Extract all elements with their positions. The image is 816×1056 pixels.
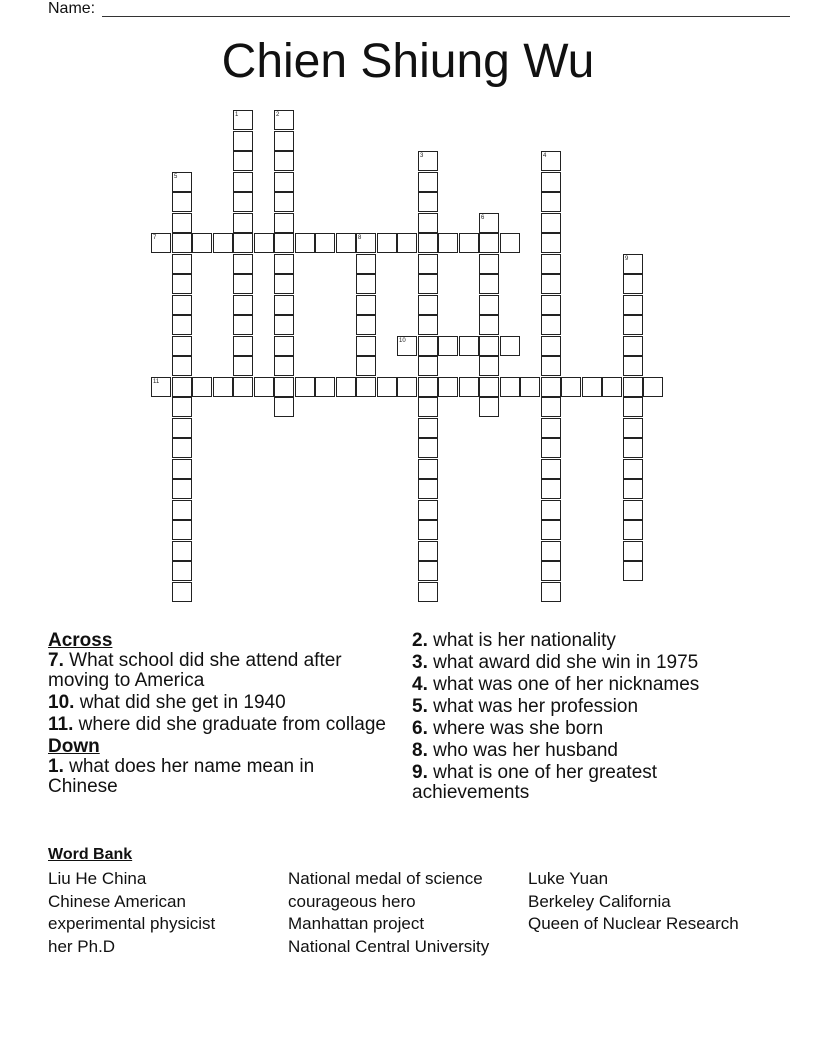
crossword-cell[interactable] — [233, 233, 253, 253]
crossword-cell[interactable] — [623, 459, 643, 479]
crossword-cell[interactable] — [459, 233, 479, 253]
crossword-cell[interactable] — [213, 377, 233, 397]
crossword-cell[interactable] — [274, 295, 294, 315]
crossword-cell[interactable] — [479, 254, 499, 274]
crossword-cell[interactable] — [172, 438, 192, 458]
crossword-cell[interactable] — [356, 254, 376, 274]
clue-item — [48, 651, 388, 691]
clue-item — [412, 741, 752, 761]
crossword-cell[interactable] — [377, 377, 397, 397]
crossword-cell[interactable] — [172, 582, 192, 602]
word-bank-item: Manhattan project — [288, 914, 425, 934]
crossword-cell[interactable] — [418, 274, 438, 294]
clue-item-text: what is her nationality — [427, 630, 616, 651]
clue-item — [412, 675, 752, 695]
clue-item — [48, 715, 388, 735]
crossword-cell[interactable] — [418, 336, 438, 356]
clue-number: 9 — [625, 256, 629, 262]
clue-number: 5 — [174, 174, 178, 180]
crossword-cell[interactable] — [623, 520, 643, 540]
clue-number: 1 — [235, 112, 239, 118]
crossword-cell[interactable] — [541, 479, 561, 499]
crossword-cell[interactable] — [418, 254, 438, 274]
clue-item-number: 2. — [412, 630, 428, 651]
word-bank-col-1 — [48, 868, 215, 959]
crossword-cell[interactable] — [274, 336, 294, 356]
crossword-cell[interactable] — [172, 192, 192, 212]
crossword-cell[interactable] — [418, 541, 438, 561]
crossword-cell[interactable] — [356, 356, 376, 376]
crossword-cell[interactable] — [418, 459, 438, 479]
crossword-cell[interactable] — [623, 541, 643, 561]
crossword-cell[interactable] — [233, 192, 253, 212]
crossword-cell[interactable] — [356, 274, 376, 294]
crossword-cell[interactable] — [582, 377, 602, 397]
crossword-cell[interactable] — [418, 418, 438, 438]
crossword-cell[interactable] — [151, 233, 171, 253]
crossword-cell[interactable] — [356, 336, 376, 356]
crossword-cell[interactable] — [274, 377, 294, 397]
crossword-cell[interactable] — [418, 500, 438, 520]
clue-item-number: 6. — [412, 718, 428, 739]
crossword-cell[interactable] — [479, 397, 499, 417]
crossword-cell[interactable] — [520, 377, 540, 397]
word-bank-item: National medal of science — [288, 869, 483, 888]
crossword-cell[interactable] — [295, 377, 315, 397]
crossword-cell[interactable] — [541, 336, 561, 356]
clue-item-number: 7. — [48, 650, 64, 671]
crossword-cell[interactable] — [172, 561, 192, 581]
crossword-cell[interactable] — [172, 213, 192, 233]
crossword-cell[interactable] — [418, 151, 438, 171]
crossword-cell[interactable] — [172, 479, 192, 499]
crossword-cell[interactable] — [274, 172, 294, 192]
clue-item-text: what was one of her nicknames — [427, 674, 700, 695]
name-label: Name: — [48, 0, 96, 17]
crossword-cell[interactable] — [541, 172, 561, 192]
clue-item — [412, 719, 752, 739]
clue-number: 3 — [420, 153, 424, 159]
crossword-cell[interactable] — [172, 274, 192, 294]
crossword-cell[interactable] — [233, 295, 253, 315]
word-bank-item: Berkeley California — [528, 891, 671, 911]
clue-item-text: who was her husband — [427, 740, 618, 761]
crossword-cell[interactable] — [295, 233, 315, 253]
crossword-cell[interactable] — [479, 295, 499, 315]
crossword-cell[interactable] — [500, 336, 520, 356]
crossword-cell[interactable] — [541, 582, 561, 602]
crossword-cell[interactable] — [541, 254, 561, 274]
crossword-cell[interactable] — [172, 172, 192, 192]
crossword-cell[interactable] — [541, 315, 561, 335]
crossword-cell[interactable] — [274, 151, 294, 171]
clue-item-text: where was she born — [427, 718, 604, 739]
crossword-cell[interactable] — [397, 377, 417, 397]
word-bank-item: her Ph.D — [48, 937, 116, 957]
crossword-cell[interactable] — [233, 151, 253, 171]
crossword-cell[interactable] — [233, 131, 253, 151]
crossword-cell[interactable] — [356, 315, 376, 335]
word-bank-item: Luke Yuan — [528, 869, 609, 888]
crossword-cell[interactable] — [213, 233, 233, 253]
crossword-cell[interactable] — [274, 315, 294, 335]
crossword-cell[interactable] — [274, 254, 294, 274]
crossword-cell[interactable] — [233, 110, 253, 130]
crossword-cell[interactable] — [254, 377, 274, 397]
crossword-cell[interactable] — [602, 377, 622, 397]
crossword-cell[interactable] — [418, 479, 438, 499]
crossword-cell[interactable] — [438, 377, 458, 397]
crossword-cell[interactable] — [233, 356, 253, 376]
crossword-cell[interactable] — [274, 192, 294, 212]
crossword-cell[interactable] — [172, 356, 192, 376]
crossword-cell[interactable] — [233, 172, 253, 192]
crossword-cell[interactable] — [233, 377, 253, 397]
crossword-cell[interactable] — [438, 336, 458, 356]
crossword-cell[interactable] — [336, 233, 356, 253]
clue-number: 6 — [481, 215, 485, 221]
crossword-cell[interactable] — [479, 377, 499, 397]
crossword-cell[interactable] — [418, 295, 438, 315]
crossword-cell[interactable] — [541, 459, 561, 479]
crossword-cell[interactable] — [192, 377, 212, 397]
crossword-cell[interactable] — [274, 110, 294, 130]
crossword-cell[interactable] — [541, 438, 561, 458]
crossword-cell[interactable] — [418, 438, 438, 458]
clue-item — [412, 631, 752, 651]
clue-item-text: What school did she attend after moving to America — [48, 650, 342, 691]
crossword-cell[interactable] — [397, 233, 417, 253]
clue-number: 4 — [543, 153, 547, 159]
crossword-cell[interactable] — [315, 377, 335, 397]
crossword-cell[interactable] — [274, 397, 294, 417]
crossword-cell[interactable] — [172, 315, 192, 335]
crossword-cell[interactable] — [643, 377, 663, 397]
clue-item — [412, 763, 752, 803]
crossword-cell[interactable] — [541, 233, 561, 253]
crossword-cell[interactable] — [541, 377, 561, 397]
clue-item-number: 1. — [48, 756, 64, 777]
crossword-cell[interactable] — [459, 336, 479, 356]
clue-number: 10 — [399, 338, 406, 344]
across-heading: Across — [48, 630, 113, 651]
clue-item-number: 10. — [48, 692, 75, 713]
crossword-cell[interactable] — [274, 131, 294, 151]
crossword-cell[interactable] — [233, 213, 253, 233]
crossword-cell[interactable] — [438, 233, 458, 253]
crossword-cell[interactable] — [623, 479, 643, 499]
clue-item-number: 4. — [412, 674, 428, 695]
crossword-cell[interactable] — [541, 274, 561, 294]
crossword-cell[interactable] — [418, 377, 438, 397]
crossword-cell[interactable] — [172, 295, 192, 315]
crossword-cell[interactable] — [561, 377, 581, 397]
crossword-cell[interactable] — [233, 336, 253, 356]
clue-number: 7 — [153, 235, 157, 241]
crossword-cell[interactable] — [623, 336, 643, 356]
crossword-cell[interactable] — [541, 213, 561, 233]
crossword-cell[interactable] — [479, 274, 499, 294]
crossword-cell[interactable] — [172, 520, 192, 540]
crossword-cell[interactable] — [623, 315, 643, 335]
clue-item — [412, 697, 752, 717]
clue-item — [48, 693, 388, 713]
crossword-cell[interactable] — [192, 233, 212, 253]
crossword-cell[interactable] — [500, 233, 520, 253]
crossword-cell[interactable] — [151, 377, 171, 397]
crossword-cell[interactable] — [541, 192, 561, 212]
word-bank-title: Word Bank — [48, 846, 133, 863]
word-bank-item: courageous hero — [288, 891, 416, 911]
crossword-cell[interactable] — [233, 274, 253, 294]
crossword-cell[interactable] — [541, 561, 561, 581]
crossword-cell[interactable] — [541, 397, 561, 417]
crossword-cell[interactable] — [172, 541, 192, 561]
clue-item — [48, 757, 388, 797]
clues-left-column — [48, 631, 388, 799]
clue-item-text: where did she graduate from collage — [73, 714, 387, 735]
crossword-cell[interactable] — [315, 233, 335, 253]
crossword-cell[interactable] — [479, 315, 499, 335]
crossword-cell[interactable] — [274, 356, 294, 376]
crossword-cell[interactable] — [397, 336, 417, 356]
crossword-cell[interactable] — [479, 233, 499, 253]
crossword-cell[interactable] — [623, 254, 643, 274]
crossword-cell[interactable] — [500, 377, 520, 397]
clue-item-text: what is one of her greatest achievements — [412, 762, 658, 803]
word-bank-item: Queen of Nuclear Research — [528, 914, 739, 934]
clue-item-number: 5. — [412, 696, 428, 717]
crossword-cell[interactable] — [418, 582, 438, 602]
word-bank-col-2 — [288, 868, 489, 959]
page-title: Chien Shiung Wu — [221, 35, 595, 88]
crossword-cell[interactable] — [623, 561, 643, 581]
crossword-cell[interactable] — [541, 541, 561, 561]
crossword-cell[interactable] — [172, 254, 192, 274]
clue-number: 2 — [276, 112, 280, 118]
word-bank-col-3 — [528, 868, 739, 936]
crossword-cell[interactable] — [172, 336, 192, 356]
crossword-cell[interactable] — [459, 377, 479, 397]
crossword-cell[interactable] — [623, 274, 643, 294]
crossword-cell[interactable] — [418, 561, 438, 581]
crossword-cell[interactable] — [274, 233, 294, 253]
crossword-cell[interactable] — [356, 295, 376, 315]
crossword-cell[interactable] — [172, 397, 192, 417]
crossword-cell[interactable] — [623, 377, 643, 397]
crossword-cell[interactable] — [479, 356, 499, 376]
crossword-cell[interactable] — [172, 418, 192, 438]
clue-item-number: 9. — [412, 762, 428, 783]
clue-item-number: 8. — [412, 740, 428, 761]
crossword-cell[interactable] — [541, 500, 561, 520]
down-heading: Down — [48, 736, 100, 757]
crossword-cell[interactable] — [336, 377, 356, 397]
clue-item — [412, 653, 752, 673]
clue-item-text: what did she get in 1940 — [74, 692, 286, 713]
clue-item-number: 11. — [48, 714, 74, 735]
crossword-cell[interactable] — [418, 233, 438, 253]
crossword-cell[interactable] — [274, 213, 294, 233]
crossword-cell[interactable] — [274, 274, 294, 294]
crossword-cell[interactable] — [418, 213, 438, 233]
word-bank-item: Chinese American — [48, 891, 186, 911]
clue-item-number: 3. — [412, 652, 428, 673]
clue-item-text: what was her profession — [427, 696, 639, 717]
crossword-cell[interactable] — [172, 500, 192, 520]
crossword-cell[interactable] — [541, 356, 561, 376]
clue-item-text: what award did she win in 1975 — [427, 652, 699, 673]
crossword-cell[interactable] — [418, 172, 438, 192]
crossword-cell[interactable] — [356, 233, 376, 253]
clue-number: 11 — [153, 379, 160, 385]
crossword-cell[interactable] — [418, 192, 438, 212]
crossword-cell[interactable] — [623, 295, 643, 315]
crossword-cell[interactable] — [233, 254, 253, 274]
crossword-cell[interactable] — [418, 520, 438, 540]
crossword-cell[interactable] — [541, 295, 561, 315]
clues-right-column — [412, 631, 752, 805]
crossword-cell[interactable] — [479, 336, 499, 356]
clue-number: 8 — [358, 235, 362, 241]
crossword-cell[interactable] — [377, 233, 397, 253]
word-bank-item: National Central University — [288, 937, 490, 957]
crossword-cell[interactable] — [623, 356, 643, 376]
crossword-cell[interactable] — [418, 315, 438, 335]
crossword-cell[interactable] — [172, 233, 192, 253]
crossword-cell[interactable] — [623, 397, 643, 417]
crossword-cell[interactable] — [418, 397, 438, 417]
clue-item-text: what does her name mean in Chinese — [48, 756, 315, 797]
crossword-cell[interactable] — [254, 233, 274, 253]
crossword-cell[interactable] — [623, 500, 643, 520]
crossword-cell[interactable] — [479, 213, 499, 233]
crossword-cell[interactable] — [541, 151, 561, 171]
word-bank-item: experimental physicist — [48, 914, 216, 934]
word-bank-item: Liu He China — [48, 869, 147, 888]
crossword-cell[interactable] — [233, 315, 253, 335]
crossword-cell[interactable] — [172, 377, 192, 397]
crossword-cell[interactable] — [541, 418, 561, 438]
crossword-cell[interactable] — [356, 377, 376, 397]
crossword-cell[interactable] — [172, 459, 192, 479]
crossword-cell[interactable] — [541, 520, 561, 540]
crossword-cell[interactable] — [418, 356, 438, 376]
crossword-cell[interactable] — [623, 418, 643, 438]
crossword-cell[interactable] — [623, 438, 643, 458]
